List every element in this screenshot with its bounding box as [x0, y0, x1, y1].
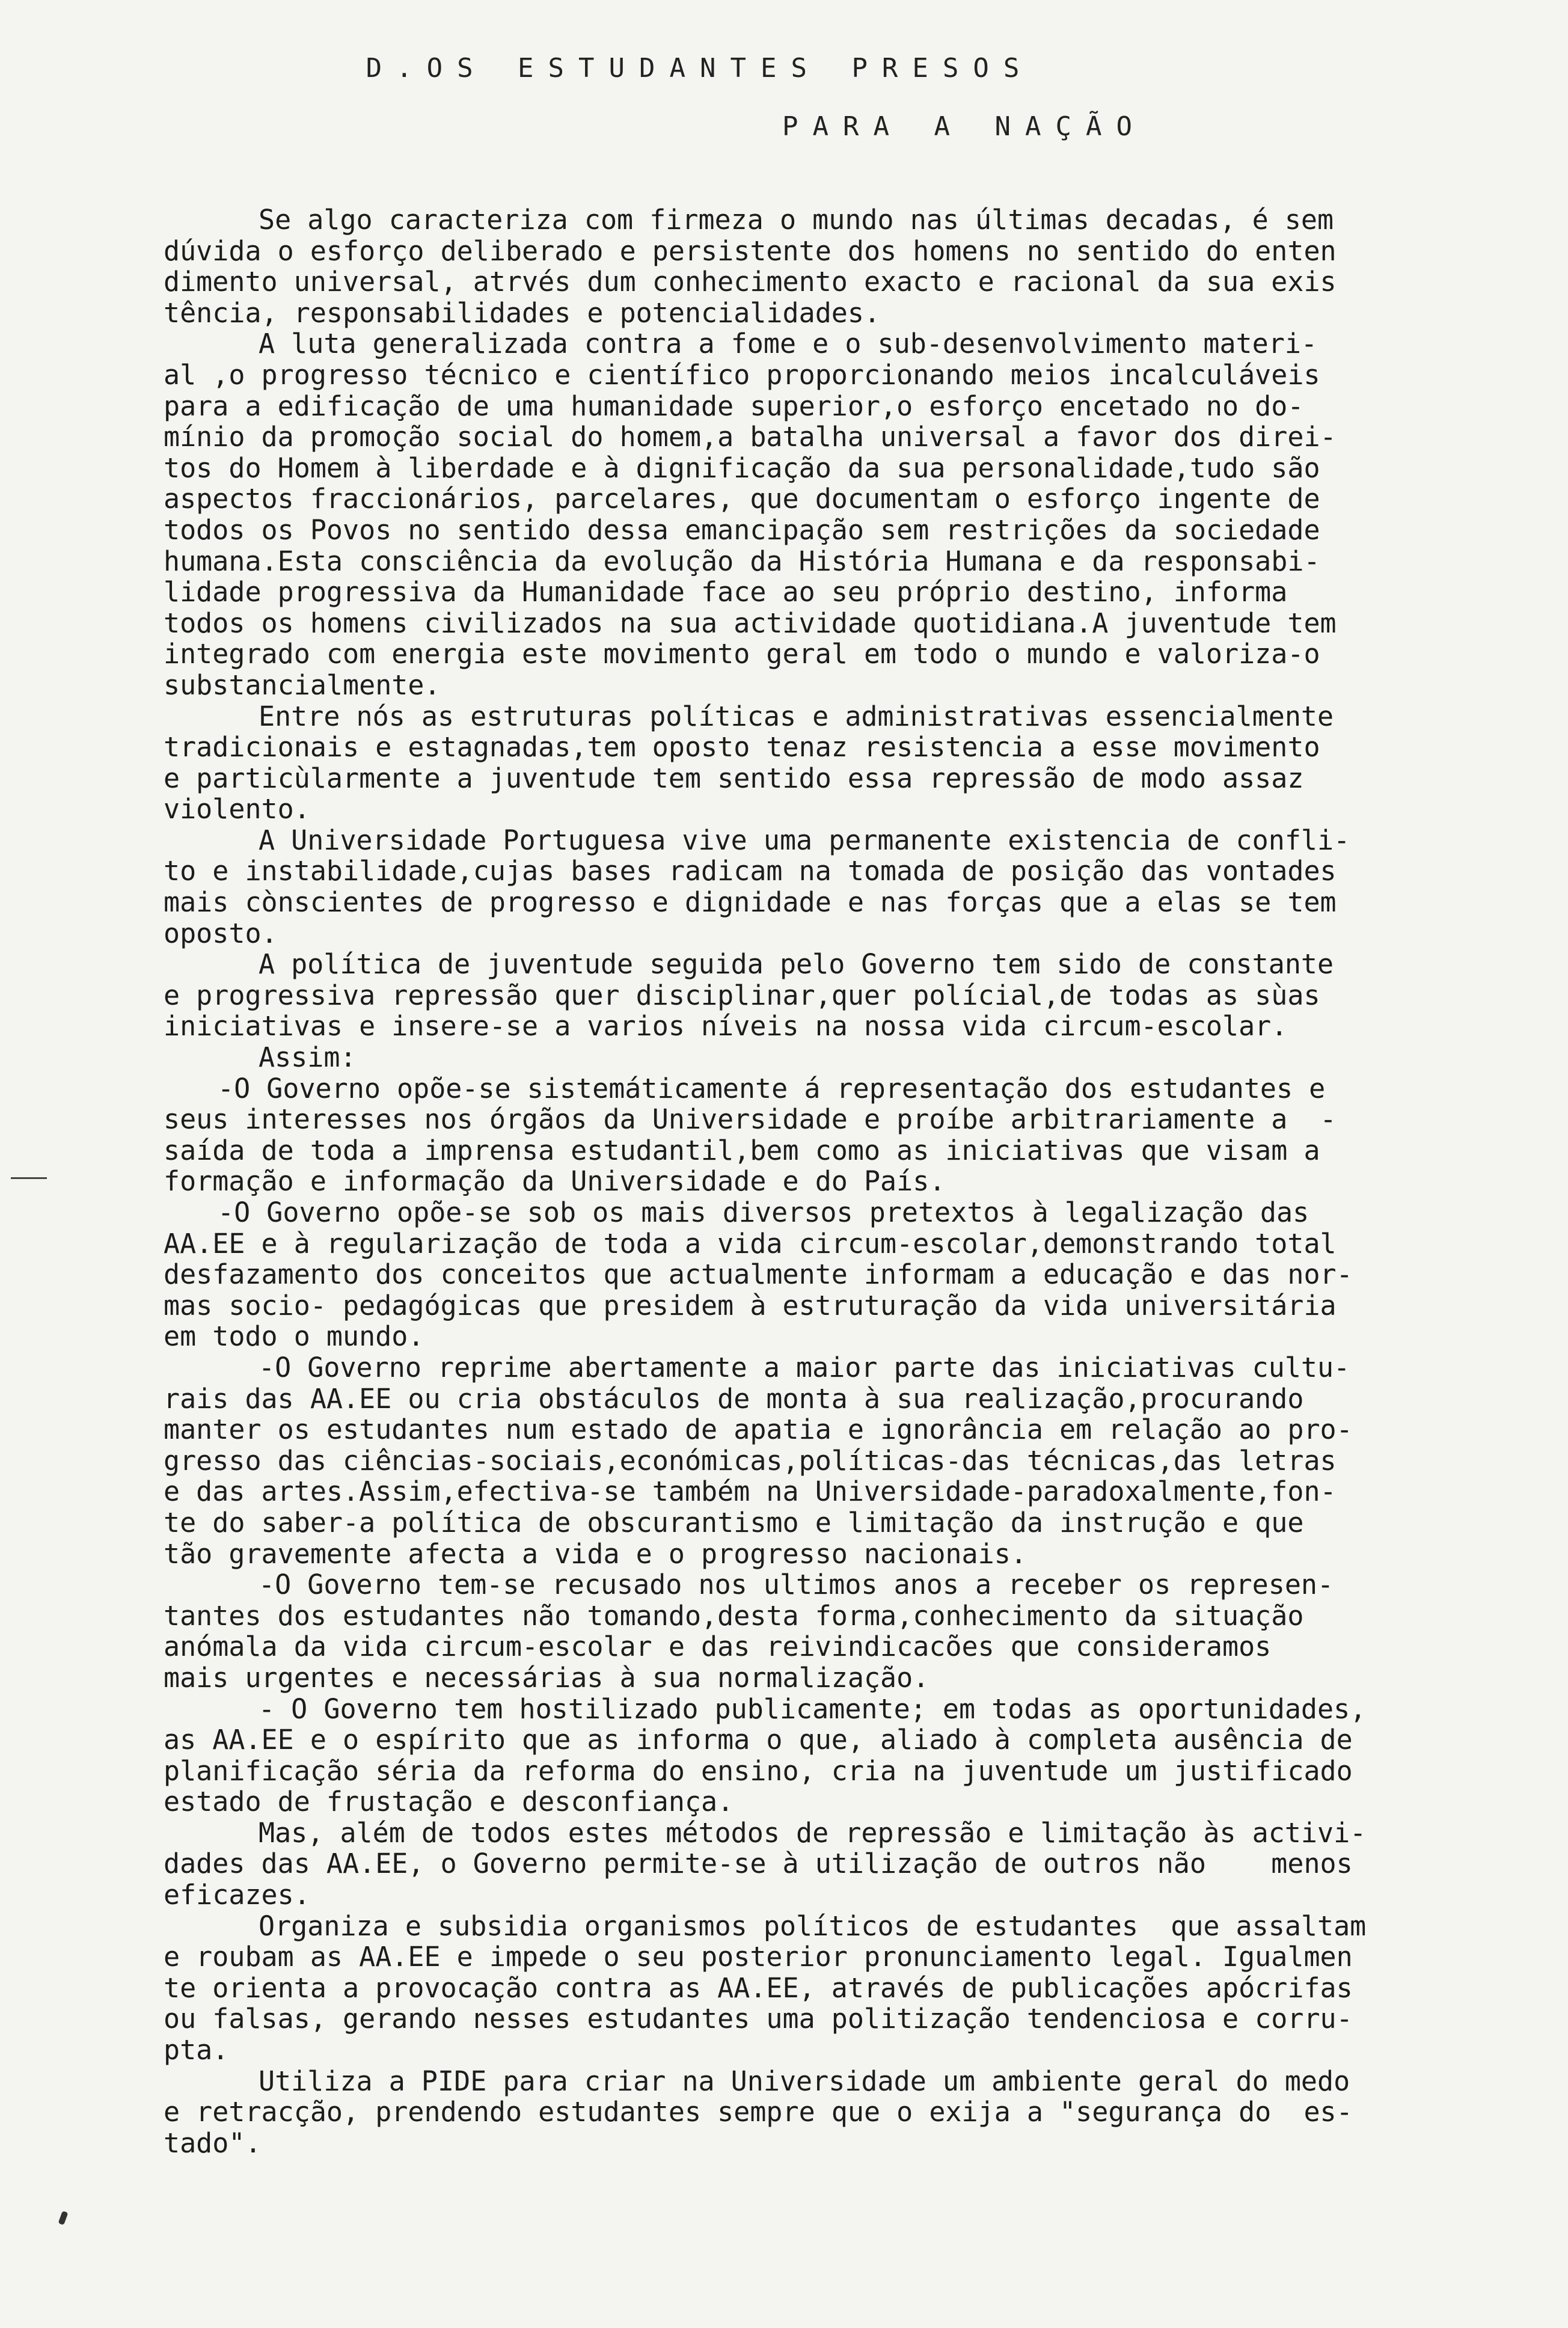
text-line: Organiza e subsidia organismos políticos de estudantes que assaltam [259, 1910, 1367, 1942]
text-line: manter os estudantes num estado de apatia e ignorância em relação ao pro- [164, 1414, 1353, 1446]
text-line: dimento universal, atrvés dum conhecimento exacto e racional da sua exis [164, 266, 1337, 298]
text-line: todos os homens civilizados na sua actividade quotidiana.A juventude tem [164, 607, 1337, 639]
text-line: e progressiva repressão quer disciplinar,quer polícial,de todas as sùas [164, 979, 1320, 1011]
text-line: planificação séria da reforma do ensino, cria na juventude um justificado [164, 1754, 1353, 1787]
text-line: e roubam as AA.EE e impede o seu posterior pronunciamento legal. Igualmen [164, 1941, 1353, 1973]
text-line: tos do Homem à liberdade e à dignificação da sua personalidade,tudo são [164, 452, 1320, 484]
text-line: saída de toda a imprensa estudantil,bem como as iniciativas que visam a [164, 1134, 1320, 1166]
text-line: te orienta a provocação contra as AA.EE, através de publicações apócrifas [164, 1971, 1353, 2004]
text-line: substancialmente. [164, 669, 441, 701]
text-line: -O Governo reprime abertamente a maior parte das iniciativas cultu- [259, 1351, 1350, 1383]
text-line: pta. [164, 2034, 229, 2066]
text-line: todos os Povos no sentido dessa emancipação sem restrições da sociedade [164, 513, 1320, 546]
text-line: seus interesses nos órgãos da Universidade e proíbe arbitrariamente a - [164, 1103, 1337, 1136]
text-line: as AA.EE e o espírito que as informa o que, aliado à completa ausência de [164, 1724, 1353, 1756]
text-line: tantes dos estudantes não tomando,desta forma,conhecimento da situação [164, 1599, 1304, 1632]
margin-mark [11, 1177, 47, 1179]
ink-mark [58, 2211, 69, 2225]
text-line: violento. [164, 793, 310, 826]
text-line: -O Governo opõe-se sistemáticamente á representação dos estudantes e [218, 1072, 1326, 1104]
text-line: tência, responsabilidades e potencialidades. [164, 296, 881, 329]
text-line: anómala da vida circum-escolar e das reivindicacões que consideramos [164, 1631, 1272, 1663]
text-line: e retracção, prendendo estudantes sempre que o exija a "segurança do es- [164, 2096, 1353, 2128]
text-line: desfazamento dos conceitos que actualmente informam a educação e das nor- [164, 1258, 1353, 1291]
text-line: gresso das ciências-sociais,económicas,políticas-das técnicas,das letras [164, 1444, 1337, 1477]
text-line: A Universidade Portuguesa vive uma permanente existencia de confli- [259, 824, 1350, 856]
text-line: Utiliza a PIDE para criar na Universidade um ambiente geral do medo [259, 2065, 1350, 2097]
text-line: Se algo caracteriza com firmeza o mundo nas últimas decadas, é sem [259, 204, 1334, 236]
text-line: Entre nós as estruturas políticas e administrativas essencialmente [259, 700, 1334, 732]
text-line: tradicionais e estagnadas,tem oposto tenaz resistencia a esse movimento [164, 731, 1320, 764]
document-body [164, 204, 1498, 2158]
text-line: -O Governo tem-se recusado nos ultimos anos a receber os represen- [259, 1569, 1334, 1601]
text-line: al ,o progresso técnico e científico proporcionando meios incalculáveis [164, 358, 1320, 391]
document-title-line-2: PARA A NAÇÃO [782, 111, 1147, 142]
text-line: tado". [164, 2127, 262, 2159]
text-line: A luta generalizada contra a fome e o sub-desenvolvimento materi- [259, 328, 1317, 360]
text-line: estado de frustação e desconfiança. [164, 1786, 734, 1818]
text-line: mais cònscientes de progresso e dignidade e nas forças que a elas se tem [164, 886, 1337, 919]
text-line: Mas, além de todos estes métodos de repressão e limitação às activi- [259, 1816, 1367, 1849]
text-line: - O Governo tem hostilizado publicamente; em todas as oportunidades, [259, 1692, 1367, 1725]
text-line: e das artes.Assim,efectiva-se também na Universidade-paradoxalmente,fon- [164, 1475, 1337, 1508]
text-line: tão gravemente afecta a vida e o progresso nacionais. [164, 1537, 1027, 1570]
text-line: ou falsas, gerando nesses estudantes uma politização tendenciosa e corru- [164, 2003, 1353, 2035]
text-line: mais urgentes e necessárias à sua normalização. [164, 1661, 929, 1694]
text-line: humana.Esta consciência da evolução da História Humana e da responsabi- [164, 545, 1320, 577]
document-title-line-1: D.OS ESTUDANTES PRESOS [366, 53, 1034, 84]
text-line: -O Governo opõe-se sob os mais diversos pretextos à legalização das [218, 1196, 1309, 1228]
text-line: lidade progressiva da Humanidade face ao seu próprio destino, informa [164, 576, 1288, 608]
text-line: para a edificação de uma humanidade superior,o esforço encetado no do- [164, 390, 1304, 422]
text-line: integrado com energia este movimento geral em todo o mundo e valoriza-o [164, 638, 1320, 670]
text-line: A política de juventude seguida pelo Governo tem sido de constante [259, 948, 1334, 981]
text-line: dades das AA.EE, o Governo permite-se à utilização de outros não menos [164, 1848, 1353, 1880]
text-line: rais das AA.EE ou cria obstáculos de monta à sua realização,procurando [164, 1382, 1304, 1415]
text-line: aspectos fraccionários, parcelares, que documentam o esforço ingente de [164, 483, 1320, 515]
text-line: AA.EE e à regularização de toda a vida circum-escolar,demonstrando total [164, 1227, 1337, 1260]
text-line: eficazes. [164, 1879, 310, 1911]
text-line: mínio da promoção social do homem,a batalha universal a favor dos direi- [164, 421, 1337, 453]
text-line: dúvida o esforço deliberado e persistente dos homens no sentido do enten [164, 234, 1337, 267]
text-line: Assim: [259, 1041, 357, 1074]
text-line: e particùlarmente a juventude tem sentido essa repressão de modo assaz [164, 762, 1304, 794]
text-line: mas socio- pedagógicas que presidem à estruturação da vida universitária [164, 1289, 1337, 1322]
text-line: to e instabilidade,cujas bases radicam na tomada de posição das vontades [164, 855, 1337, 887]
text-line: em todo o mundo. [164, 1320, 424, 1353]
text-line: iniciativas e insere-se a varios níveis na nossa vida circum-escolar. [164, 1010, 1288, 1043]
text-line: formação e informação da Universidade e do País. [164, 1165, 946, 1198]
text-line: te do saber-a política de obscurantismo e limitação da instrução e que [164, 1506, 1304, 1539]
text-line: oposto. [164, 917, 278, 949]
